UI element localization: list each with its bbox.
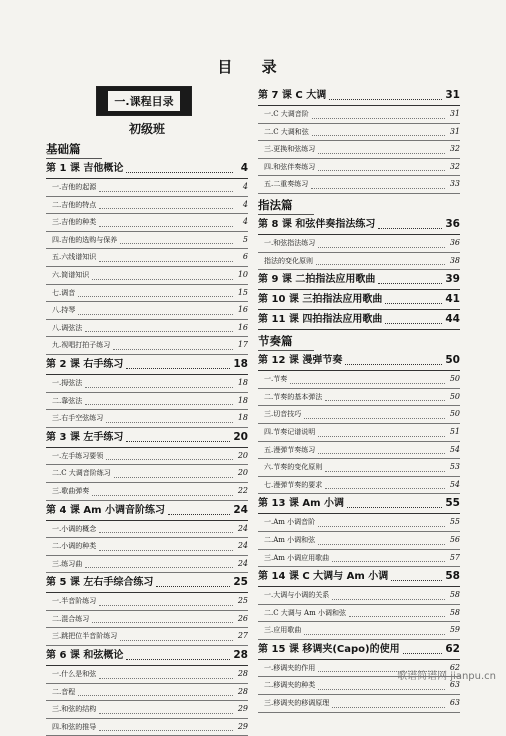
toc-page-number: 24 — [237, 541, 248, 551]
dot-leader — [106, 421, 233, 423]
toc-page-number: 58 — [449, 590, 460, 600]
toc-item-row[interactable] — [46, 337, 248, 355]
toc-page-number: 27 — [237, 631, 248, 641]
toc-page-number: 5 — [242, 234, 248, 244]
toc-item-row[interactable] — [46, 393, 248, 411]
toc-page-number: 22 — [237, 485, 248, 495]
toc-entry-label: 三.应用歌曲 — [264, 626, 302, 635]
toc-entry-label: 三.右手空弦练习 — [52, 414, 104, 423]
dot-leader — [311, 187, 445, 189]
dot-leader — [114, 476, 233, 478]
toc-entry-label: 指法的变化原则 — [264, 256, 313, 265]
toc-item-row[interactable] — [46, 214, 248, 232]
toc-page-number: 26 — [237, 613, 248, 623]
toc-entry-label: 七.调音 — [52, 288, 76, 297]
toc-entry-label: 三.歌曲弹奏 — [52, 486, 90, 495]
dot-leader — [318, 169, 445, 171]
toc-page-number: 56 — [449, 534, 460, 544]
toc-entry-label: 二.吉他的特点 — [52, 200, 97, 209]
toc-entry-label: 三.和弦的结构 — [52, 705, 97, 714]
dot-leader — [126, 658, 230, 660]
toc-page-number: 20 — [237, 450, 248, 460]
dot-leader — [99, 549, 233, 551]
toc-item-row[interactable] — [258, 442, 460, 460]
toc-page-number: 25 — [233, 576, 248, 589]
toc-page-number: 50 — [449, 374, 460, 384]
dot-leader — [332, 560, 445, 562]
toc-lesson-row[interactable] — [46, 355, 248, 375]
toc-item-row[interactable] — [46, 666, 248, 684]
toc-entry-label: 三.练习曲 — [52, 559, 83, 568]
toc-entry-label: 四.吉他的选购与保养 — [52, 235, 118, 244]
toc-lesson-row[interactable] — [258, 310, 460, 330]
dot-leader — [391, 579, 442, 581]
toc-entry-label: 一.Am 小调音阶 — [264, 518, 316, 527]
toc-page-number: 31 — [449, 126, 460, 136]
toc-item-row[interactable] — [258, 622, 460, 640]
toc-page-number: 29 — [237, 704, 248, 714]
dot-leader — [126, 171, 233, 173]
dot-leader — [156, 585, 230, 587]
toc-entry-label: 六.节奏的变化原则 — [264, 463, 323, 472]
toc-entry-label: 第 4 课 Am 小调音阶练习 — [46, 504, 166, 516]
toc-page-number: 28 — [237, 669, 248, 679]
toc-entry-label: 七.漫弹节奏的要求 — [264, 480, 323, 489]
toc-entry-label: 六.简谱知识 — [52, 270, 90, 279]
toc-item-row[interactable] — [258, 532, 460, 550]
toc-item-row[interactable] — [46, 521, 248, 539]
section-heading: 指法篇 — [258, 196, 314, 215]
toc-page-number: 29 — [237, 721, 248, 731]
dot-leader — [78, 694, 233, 696]
toc-entry-label: 一.左手练习要领 — [52, 451, 104, 460]
toc-entry-label: 二.小调的种类 — [52, 542, 97, 551]
toc-item-row[interactable] — [46, 410, 248, 428]
toc-entry-label: 第 8 课 和弦伴奏指法练习 — [258, 218, 376, 230]
toc-entry-label: 二.C 大调与 Am 小调和弦 — [264, 608, 346, 617]
toc-entry-label: 一.拇弦法 — [52, 378, 83, 387]
toc-entry-label: 一.什么是和弦 — [52, 670, 97, 679]
toc-item-row[interactable] — [46, 232, 248, 250]
dot-leader — [318, 543, 445, 545]
page-title: 目 录 — [217, 58, 289, 76]
dot-leader — [85, 330, 233, 332]
toc-item-row[interactable] — [46, 267, 248, 285]
toc-entry-label: 三.移调夹的移调原理 — [264, 699, 330, 708]
toc-item-row[interactable] — [46, 611, 248, 629]
toc-page-number: 24 — [237, 523, 248, 533]
dot-leader — [85, 566, 233, 568]
dot-leader — [385, 302, 442, 304]
toc-page-number: 4 — [242, 182, 248, 191]
toc-page-number: 28 — [237, 686, 248, 696]
toc-item-row[interactable] — [258, 406, 460, 424]
toc-right-column — [258, 86, 460, 713]
toc-lesson-row[interactable] — [46, 646, 248, 666]
toc-page-number: 59 — [449, 625, 460, 635]
toc-entry-label: 五.六线谱知识 — [52, 253, 97, 262]
toc-item-row[interactable] — [46, 483, 248, 501]
dot-leader — [349, 615, 445, 617]
toc-item-row[interactable] — [258, 550, 460, 568]
toc-page-number: 63 — [449, 698, 460, 708]
toc-item-row[interactable] — [258, 477, 460, 495]
toc-entry-label: 五.二重奏练习 — [264, 180, 309, 189]
toc-page-number: 33 — [449, 179, 460, 189]
toc-entry-label: 一.和弦指法练习 — [264, 238, 316, 247]
toc-page-number: 32 — [449, 144, 460, 154]
toc-entry-label: 第 2 课 右手练习 — [46, 358, 124, 370]
toc-page-number: 58 — [445, 570, 460, 583]
dot-leader — [120, 242, 233, 244]
site-watermark: 歌谱简谱网 jianpu.cn — [397, 671, 496, 682]
dot-leader — [347, 506, 442, 508]
course-catalog-box — [96, 86, 192, 116]
toc-item-row[interactable] — [258, 124, 460, 142]
toc-item-row[interactable] — [258, 106, 460, 124]
dot-leader — [385, 322, 442, 324]
toc-item-row[interactable] — [46, 320, 248, 338]
section-heading: 节奏篇 — [258, 332, 314, 351]
toc-page-number: 62 — [449, 662, 460, 672]
toc-page-number: 54 — [449, 479, 460, 489]
dot-leader — [316, 263, 445, 265]
toc-page-number: 16 — [237, 305, 248, 315]
toc-entry-label: 第 3 课 左手练习 — [46, 431, 124, 443]
toc-entry-label: 三.切音技巧 — [264, 410, 302, 419]
toc-page-number: 15 — [237, 287, 248, 297]
toc-entry-label: 第 6 课 和弦概论 — [46, 650, 124, 662]
dot-leader — [78, 295, 233, 297]
dot-leader — [126, 440, 230, 442]
toc-lesson-row[interactable] — [46, 159, 248, 179]
toc-page-number: 50 — [445, 354, 460, 367]
toc-page-number: 62 — [445, 642, 460, 655]
dot-leader — [168, 513, 230, 515]
toc-entry-label: 第 10 课 三拍指法应用歌曲 — [258, 294, 383, 306]
toc-entry-label: 第 7 课 C 大调 — [258, 90, 327, 101]
dot-leader — [99, 677, 233, 679]
dot-leader — [325, 399, 445, 401]
toc-item-row[interactable] — [46, 701, 248, 719]
toc-entry-label: 一.移调夹的作用 — [264, 663, 316, 672]
toc-page-number: 55 — [449, 517, 460, 527]
toc-page-number: 18 — [237, 413, 248, 423]
toc-item-row[interactable] — [46, 538, 248, 556]
dot-leader — [99, 207, 233, 209]
toc-entry-label: 二.音程 — [52, 687, 76, 696]
toc-item-row[interactable] — [46, 684, 248, 702]
dot-leader — [318, 525, 445, 527]
toc-page-number: 25 — [237, 596, 248, 606]
toc-lesson-row[interactable] — [258, 494, 460, 514]
toc-page-number: 63 — [449, 680, 460, 690]
toc-entry-label: 第 1 课 吉他概论 — [46, 163, 124, 174]
dot-leader — [318, 246, 445, 248]
dot-leader — [329, 98, 442, 100]
toc-entry-label: 第 9 课 二拍指法应用歌曲 — [258, 274, 376, 286]
toc-entry-label: 八.调弦法 — [52, 323, 83, 332]
toc-entry-label: 第 12 课 漫弹节奏 — [258, 355, 343, 367]
toc-page-number: 53 — [449, 462, 460, 472]
dot-leader — [318, 435, 445, 437]
toc-lesson-row[interactable] — [258, 351, 460, 371]
toc-page-number: 16 — [237, 322, 248, 332]
toc-page-number: 44 — [445, 313, 460, 326]
dot-leader — [304, 633, 445, 635]
toc-item-row[interactable] — [46, 448, 248, 466]
toc-page-number: 28 — [233, 649, 248, 662]
dot-leader — [290, 382, 445, 384]
toc-entry-label: 三.吉他的种类 — [52, 218, 97, 227]
dot-leader — [106, 458, 233, 460]
toc-page-number: 6 — [242, 252, 248, 262]
toc-lesson-row[interactable] — [46, 428, 248, 448]
dot-leader — [318, 452, 445, 454]
toc-entry-label: 二.C 大调音阶练习 — [52, 469, 111, 478]
toc-page-number: 18 — [237, 395, 248, 405]
toc-entry-label: 四.和弦伴奏练习 — [264, 162, 316, 171]
dot-leader — [99, 260, 233, 262]
toc-entry-label: 八.持琴 — [52, 306, 76, 315]
toc-page-number: 10 — [237, 269, 248, 279]
dot-leader — [92, 278, 233, 280]
dot-leader — [332, 706, 445, 708]
toc-page-number: 38 — [449, 255, 460, 265]
toc-item-row[interactable] — [258, 389, 460, 407]
toc-entry-label: 九.视唱打拍子练习 — [52, 341, 111, 350]
toc-entry-label: 三.跳把位半音阶练习 — [52, 632, 118, 641]
dot-leader — [99, 531, 233, 533]
toc-entry-label: 二.移调夹的种类 — [264, 681, 316, 690]
toc-entry-label: 一.半音阶练习 — [52, 597, 97, 606]
dot-leader — [403, 652, 443, 654]
toc-item-row[interactable] — [258, 235, 460, 253]
toc-item-row[interactable] — [46, 375, 248, 393]
dot-leader — [304, 417, 445, 419]
toc-item-row[interactable] — [46, 465, 248, 483]
toc-page-number: 24 — [237, 558, 248, 568]
toc-entry-label: 四.节奏记谱说明 — [264, 427, 316, 436]
toc-item-row[interactable] — [258, 514, 460, 532]
toc-lesson-row[interactable] — [258, 290, 460, 310]
toc-page-number: 36 — [449, 237, 460, 247]
toc-item-row[interactable] — [258, 605, 460, 623]
course-catalog-label: 一.课程目录 — [108, 91, 179, 111]
toc-page-number: 4 — [242, 217, 248, 227]
toc-item-row[interactable] — [46, 249, 248, 267]
toc-entry-label: 三.Am 小调应用歌曲 — [264, 553, 330, 562]
dot-leader — [312, 117, 445, 119]
toc-entry-label: 五.漫弹节奏练习 — [264, 445, 316, 454]
toc-page-number: 39 — [445, 273, 460, 286]
toc-lesson-row[interactable] — [258, 215, 460, 235]
dot-leader — [99, 712, 233, 714]
toc-entry-label: 二.混合练习 — [52, 614, 90, 623]
toc-entry-label: 一.C 大调音阶 — [264, 110, 309, 118]
toc-entry-label: 第 15 课 移调夹(Capo)的使用 — [258, 643, 400, 655]
toc-item-row[interactable] — [258, 587, 460, 605]
toc-item-row[interactable] — [258, 424, 460, 442]
toc-entry-label: 三.更换和弦练习 — [264, 145, 316, 154]
toc-item-row[interactable] — [258, 141, 460, 159]
toc-page-number: 31 — [449, 109, 460, 118]
toc-entry-label: 一.大调与小调的关系 — [264, 591, 330, 600]
dot-leader — [345, 363, 442, 365]
toc-item-row[interactable] — [258, 459, 460, 477]
toc-item-row[interactable] — [258, 176, 460, 194]
dot-leader — [378, 282, 442, 284]
toc-page-number: 36 — [445, 217, 460, 230]
toc-entry-label: 第 11 课 四拍指法应用歌曲 — [258, 314, 383, 326]
toc-page-number: 31 — [445, 89, 460, 101]
dot-leader — [120, 639, 233, 641]
toc-item-row[interactable] — [258, 159, 460, 177]
toc-entry-label: 第 13 课 Am 小调 — [258, 498, 345, 510]
toc-item-row[interactable] — [258, 371, 460, 389]
toc-lesson-row[interactable] — [258, 86, 460, 106]
toc-page-number: 20 — [237, 468, 248, 478]
toc-lesson-row[interactable] — [46, 573, 248, 593]
toc-entry-label: 二.C 大调和弦 — [264, 127, 309, 136]
dot-leader — [92, 621, 233, 623]
toc-page-number: 41 — [445, 293, 460, 306]
dot-leader — [78, 313, 233, 315]
dot-leader — [99, 225, 233, 227]
toc-item-row[interactable] — [46, 593, 248, 611]
toc-left-list — [46, 140, 248, 736]
toc-lesson-row[interactable] — [258, 567, 460, 587]
toc-page-number: 4 — [240, 162, 248, 174]
toc-page-number: 20 — [233, 430, 248, 443]
dot-leader — [99, 604, 233, 606]
toc-entry-label: 一.小调的概念 — [52, 524, 97, 533]
dot-leader — [85, 403, 233, 405]
dot-leader — [332, 598, 445, 600]
toc-page-number: 24 — [233, 503, 248, 516]
toc-item-row[interactable] — [46, 285, 248, 303]
dot-leader — [99, 729, 233, 731]
toc-item-row[interactable] — [46, 556, 248, 574]
toc-item-row[interactable] — [258, 695, 460, 713]
toc-lesson-row[interactable] — [258, 270, 460, 290]
toc-entry-label: 一.吉他的起源 — [52, 183, 97, 191]
toc-page-number: 18 — [233, 357, 248, 370]
toc-page-number: 18 — [237, 377, 248, 387]
dot-leader — [85, 386, 233, 388]
dot-leader — [312, 134, 445, 136]
toc-entry-label: 四.和弦的推导 — [52, 722, 97, 731]
toc-entry-label: 二.靠弦法 — [52, 396, 83, 405]
toc-page-number: 51 — [449, 426, 460, 436]
dot-leader — [318, 152, 445, 154]
toc-page-number: 57 — [449, 552, 460, 562]
toc-entry-label: 二.节奏的基本弹法 — [264, 392, 323, 401]
section-heading: 基础篇 — [46, 140, 102, 159]
dot-leader — [325, 487, 445, 489]
toc-item-row[interactable] — [46, 302, 248, 320]
toc-page-number: 50 — [449, 391, 460, 401]
toc-entry-label: 二.Am 小调和弦 — [264, 535, 316, 544]
toc-item-row[interactable] — [46, 179, 248, 197]
level-heading: 初级班 — [128, 122, 165, 136]
toc-left-column — [46, 86, 248, 736]
toc-entry-label: 一.节奏 — [264, 375, 288, 384]
toc-page-number: 4 — [242, 199, 248, 209]
toc-page-number: 50 — [449, 409, 460, 419]
toc-page-number: 55 — [445, 497, 460, 510]
dot-leader — [113, 348, 233, 350]
dot-leader — [325, 470, 445, 472]
toc-item-row[interactable] — [258, 253, 460, 271]
toc-entry-label: 第 14 课 C 大调与 Am 小调 — [258, 571, 389, 583]
toc-entry-label: 第 5 课 左右手综合练习 — [46, 577, 154, 589]
dot-leader — [378, 227, 442, 229]
toc-page-number: 58 — [449, 607, 460, 617]
toc-lesson-row[interactable] — [46, 501, 248, 521]
toc-item-row[interactable] — [46, 719, 248, 736]
toc-item-row[interactable] — [46, 197, 248, 215]
dot-leader — [92, 494, 233, 496]
dot-leader — [99, 190, 233, 192]
toc-item-row[interactable] — [46, 628, 248, 646]
toc-page-number: 32 — [449, 161, 460, 171]
toc-page-number: 54 — [449, 444, 460, 454]
dot-leader — [126, 367, 230, 369]
toc-page-number: 17 — [237, 340, 248, 350]
toc-lesson-row[interactable] — [258, 640, 460, 660]
toc-right-list — [258, 86, 460, 713]
